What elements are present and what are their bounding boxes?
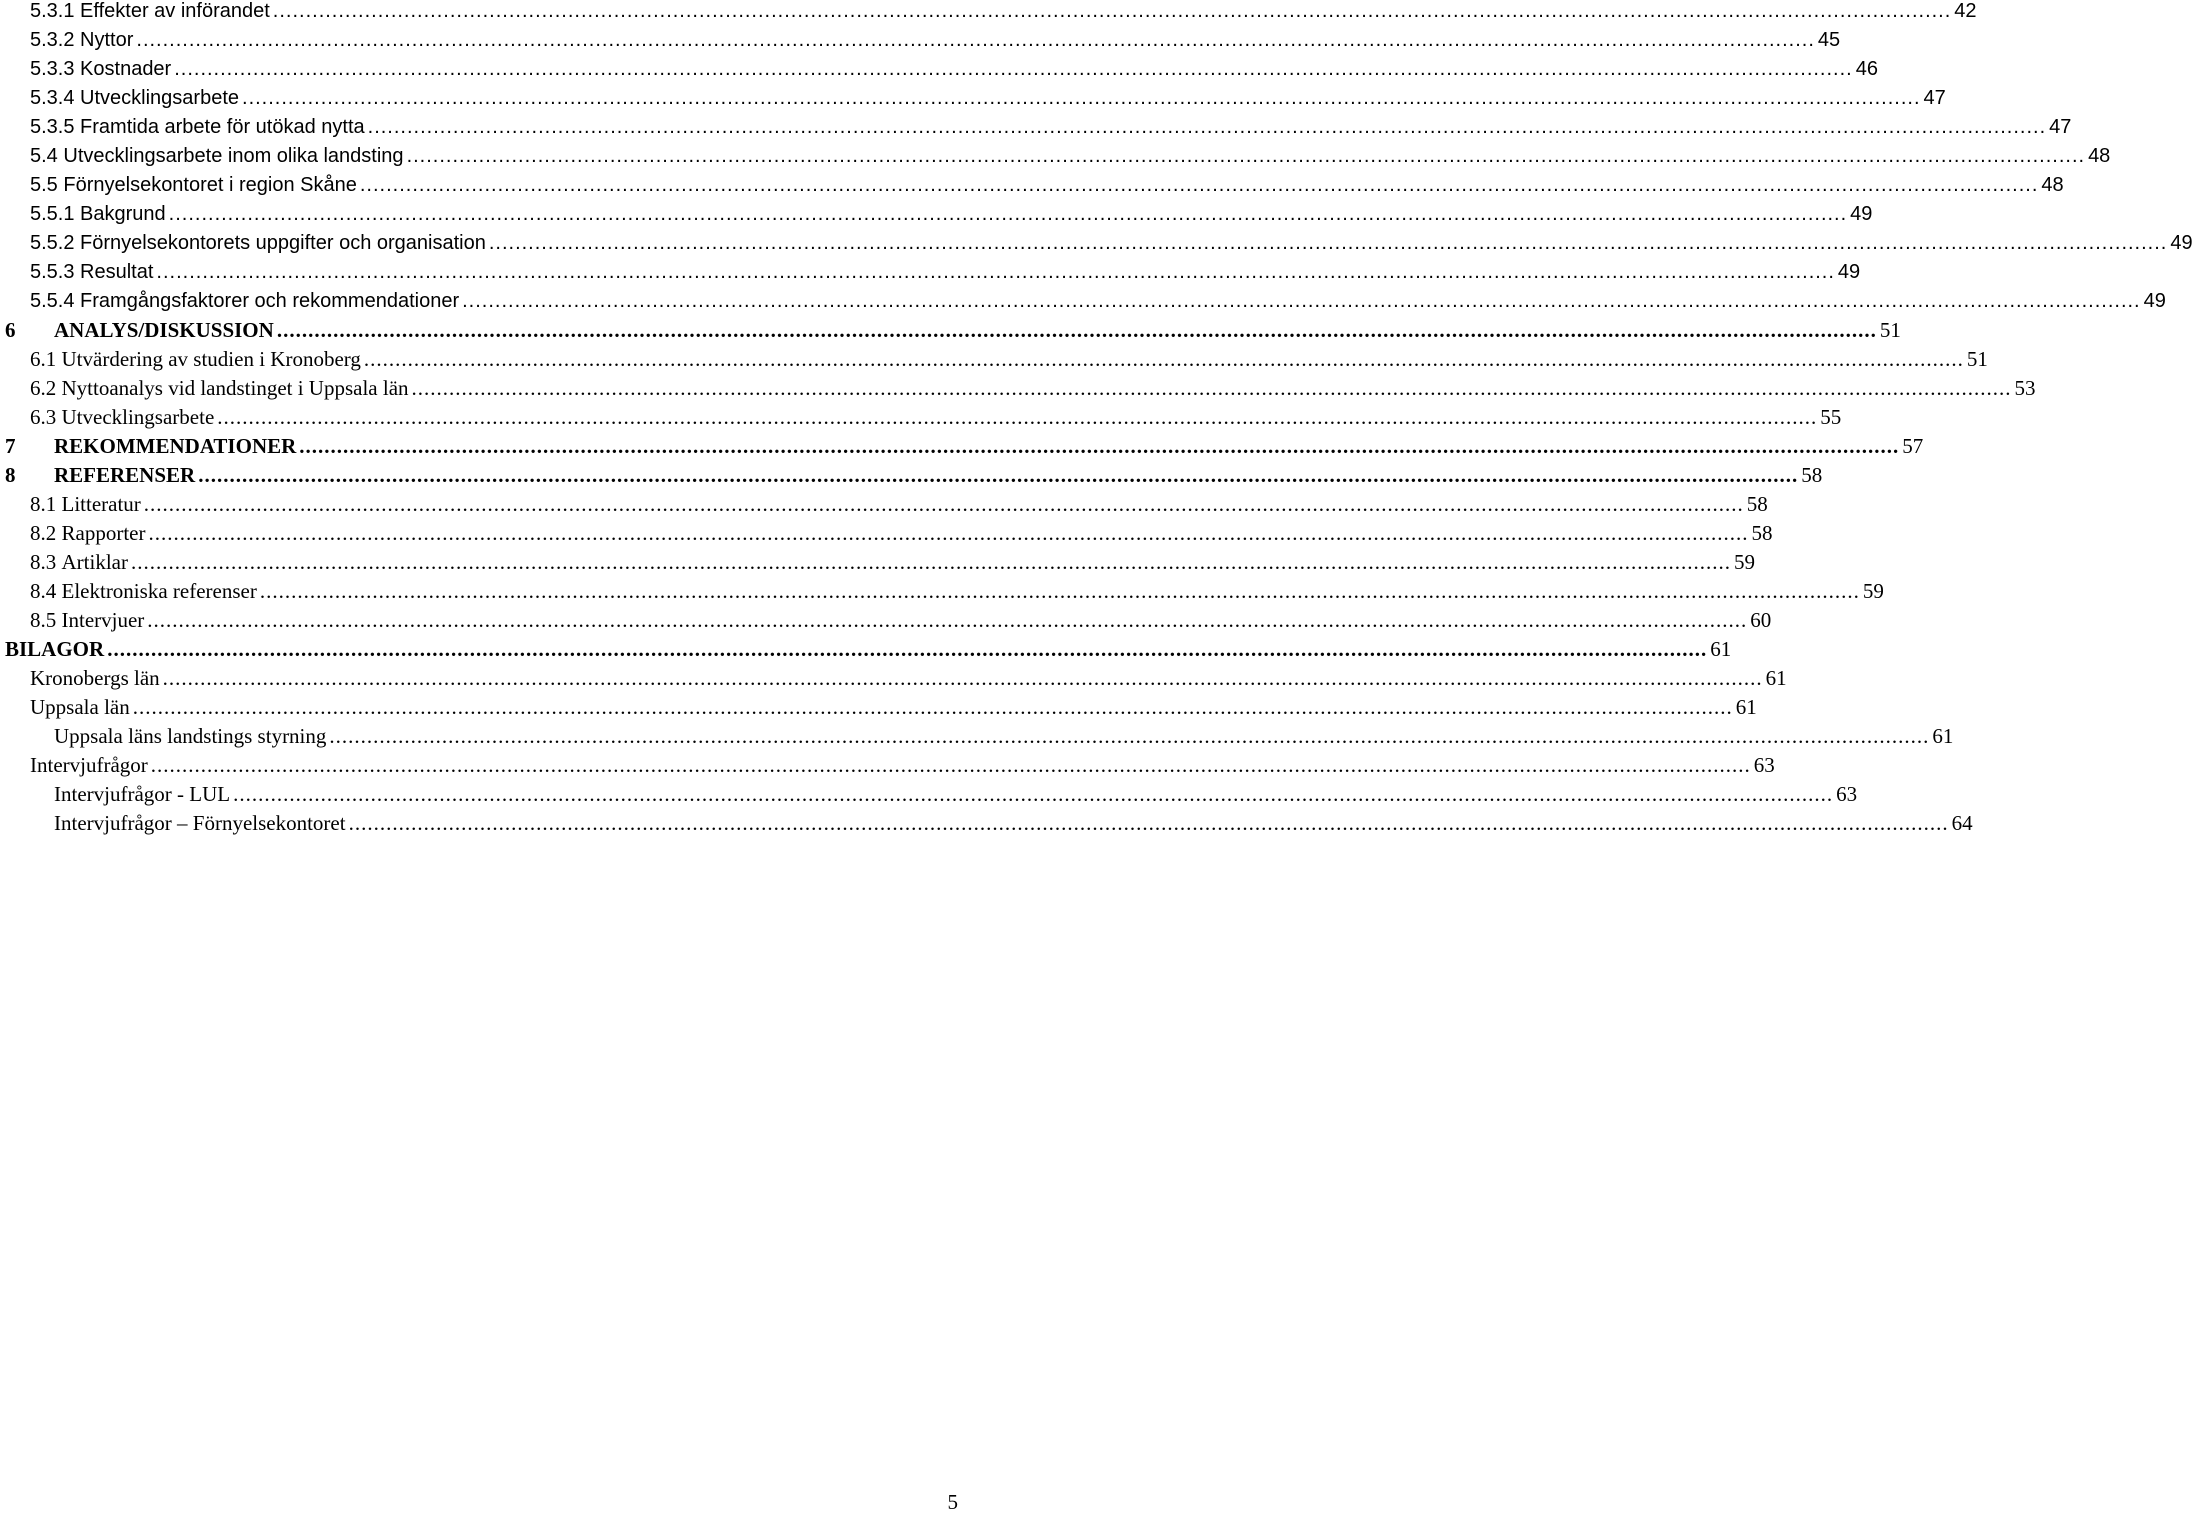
toc-entry-page: 55 <box>1820 405 1842 429</box>
toc-entry-page: 51 <box>1879 318 1901 342</box>
toc-chapter[interactable] <box>0 432 1924 461</box>
toc-entry-title: Intervjuer <box>61 608 145 632</box>
toc-entry-title: Nyttoanalys vid landstinget i Uppsala län <box>61 376 409 400</box>
toc-entry[interactable] <box>0 751 1775 780</box>
toc-entry-number: 8.5 <box>30 608 57 632</box>
toc-entry-page: 46 <box>1855 58 1878 80</box>
toc-entry-title: Intervjufrågor – Förnyelsekontoret <box>54 811 346 835</box>
toc-dot-leader <box>198 461 1798 490</box>
toc-entry[interactable] <box>0 548 1755 577</box>
toc-entry[interactable] <box>0 519 1773 548</box>
toc-entry-title: Framtida arbete för utökad nytta <box>80 116 365 138</box>
toc-entry-number: 5.3.1 <box>30 0 75 22</box>
toc-entry-title: Resultat <box>80 261 154 283</box>
toc-dot-leader <box>169 200 1848 229</box>
toc-entry-page: 53 <box>2014 376 2036 400</box>
toc-entry-title: Rapporter <box>61 521 146 545</box>
toc-entry-page: 61 <box>1765 666 1787 690</box>
toc-entry[interactable] <box>0 287 2166 316</box>
toc-entry-page: 49 <box>2143 290 2166 312</box>
toc-entry[interactable] <box>0 606 1772 635</box>
toc-dot-leader <box>368 113 2047 142</box>
toc-entry-title: Utvecklingsarbete inom olika landsting <box>63 145 404 167</box>
toc-dot-leader <box>412 374 2012 403</box>
toc-dot-leader <box>133 693 1733 722</box>
toc-entry[interactable] <box>0 780 1858 809</box>
toc-entry-page: 58 <box>1751 521 1773 545</box>
toc-entry-page: 49 <box>1850 203 1873 225</box>
toc-entry-page: 59 <box>1733 550 1755 574</box>
toc-entry-page: 45 <box>1817 29 1841 51</box>
toc-entry-page: 61 <box>1735 695 1757 719</box>
toc-dot-leader <box>329 722 1929 751</box>
toc-entry[interactable] <box>0 345 1988 374</box>
toc-entry[interactable] <box>0 55 1878 84</box>
toc-dot-leader <box>242 84 1921 113</box>
toc-dot-leader <box>217 403 1817 432</box>
toc-dot-leader <box>131 548 1731 577</box>
toc-dot-leader <box>273 0 1952 26</box>
toc-entry[interactable] <box>0 577 1884 606</box>
toc-entry-page: 47 <box>1923 87 1946 109</box>
toc-entry[interactable] <box>0 229 2193 258</box>
toc-entry[interactable] <box>0 664 1787 693</box>
toc-entry-title: Utvecklingsarbete <box>61 405 215 429</box>
toc-entry-number: 5.5.4 <box>30 290 75 312</box>
toc-entry-title: Effekter av införandet <box>80 0 270 22</box>
toc-dot-leader <box>349 809 1949 838</box>
toc-dot-leader <box>163 664 1763 693</box>
toc-entry-page: 51 <box>1966 347 1988 371</box>
toc-entry-title: Litteratur <box>61 492 141 516</box>
toc-dot-leader <box>147 606 1747 635</box>
toc-entry-page: 49 <box>1837 261 1861 283</box>
toc-entry[interactable] <box>0 490 1768 519</box>
toc-chapter[interactable] <box>0 316 1901 345</box>
toc-entry-title: Kronobergs län <box>30 666 160 690</box>
toc-dot-leader <box>151 751 1751 780</box>
toc-entry-title: BILAGOR <box>5 637 105 661</box>
toc-entry[interactable] <box>0 722 1954 751</box>
toc-entry-page: 59 <box>1862 579 1884 603</box>
toc-entry-title: Utvecklingsarbete <box>80 87 240 109</box>
toc-entry-title: Utvärdering av studien i Kronoberg <box>61 347 361 371</box>
toc-dot-leader <box>299 432 1899 461</box>
toc-entry-page: 48 <box>2041 174 2064 196</box>
toc-entry-number: 5.5.2 <box>30 232 75 254</box>
toc-entry-title: Förnyelsekontoret i region Skåne <box>63 174 357 196</box>
toc-entry-page: 49 <box>2170 232 2193 254</box>
toc-entry-number: 6.1 <box>30 347 57 371</box>
toc-entry-page: 63 <box>1836 782 1858 806</box>
toc-chapter[interactable] <box>0 635 1732 664</box>
toc-entry-title: Intervjufrågor <box>30 753 148 777</box>
toc-entry-page: 48 <box>2088 145 2111 167</box>
toc-dot-leader <box>277 316 1877 345</box>
toc-dot-leader <box>136 26 1815 55</box>
toc-entry-number: 8 <box>5 463 16 487</box>
toc-entry-number: 5.4 <box>30 145 58 167</box>
toc-entry[interactable] <box>0 403 1842 432</box>
toc-entry[interactable] <box>0 113 2072 142</box>
toc-dot-leader <box>489 229 2168 258</box>
toc-entry-title: Elektroniska referenser <box>61 579 257 603</box>
toc-dot-leader <box>174 55 1853 84</box>
toc-entry-title: Uppsala läns landstings styrning <box>54 724 327 748</box>
toc-entry-page: 60 <box>1750 608 1772 632</box>
toc-entry-number: 5.5 <box>30 174 58 196</box>
toc-dot-leader <box>148 519 1748 548</box>
toc-entry-number: 6.2 <box>30 376 57 400</box>
toc-entry-number: 5.5.3 <box>30 261 75 283</box>
toc-entry-page: 58 <box>1746 492 1768 516</box>
toc-entry-page: 64 <box>1951 811 1973 835</box>
toc-entry[interactable] <box>0 374 2036 403</box>
toc-entry-number: 5.3.3 <box>30 58 75 80</box>
toc-dot-leader <box>260 577 1860 606</box>
toc-entry-number: 7 <box>5 434 16 458</box>
toc-entry-title: Bakgrund <box>80 203 166 225</box>
toc-entry-title: Förnyelsekontorets uppgifter och organisation <box>80 232 486 254</box>
toc-entry-title: Artiklar <box>61 550 128 574</box>
toc-entry-number: 6 <box>5 318 16 342</box>
toc-entry[interactable] <box>0 142 2111 171</box>
toc-entry-page: 58 <box>1801 463 1823 487</box>
toc-entry[interactable] <box>0 809 1973 838</box>
toc-entry-page: 57 <box>1902 434 1924 458</box>
toc-entry-title: Intervjufrågor - LUL <box>54 782 231 806</box>
toc-entry-number: 8.2 <box>30 521 57 545</box>
toc-entry-number: 5.3.5 <box>30 116 75 138</box>
toc-entry-title: REFERENSER <box>54 463 196 487</box>
toc-entry-title: Uppsala län <box>30 695 130 719</box>
toc-entry[interactable] <box>0 200 1873 229</box>
toc-entry[interactable] <box>0 84 1946 113</box>
toc-entry-title: REKOMMENDATIONER <box>54 434 297 458</box>
toc-dot-leader <box>107 635 1707 664</box>
toc-entry[interactable] <box>0 693 1757 722</box>
toc-dot-leader <box>407 142 2086 171</box>
toc-dot-leader <box>156 258 1835 287</box>
toc-entry-number: 8.4 <box>30 579 57 603</box>
toc-entry-number: 6.3 <box>30 405 57 429</box>
toc-chapter[interactable] <box>0 461 1823 490</box>
toc-entry-page: 61 <box>1932 724 1954 748</box>
toc-entry[interactable] <box>0 26 1841 55</box>
toc-dot-leader <box>233 780 1833 809</box>
toc-dot-leader <box>462 287 2141 316</box>
toc-entry-title: Framgångsfaktorer och rekommendationer <box>80 290 460 312</box>
toc-entry-number: 8.3 <box>30 550 57 574</box>
toc-entry-page: 61 <box>1710 637 1732 661</box>
toc-entry-title: ANALYS/DISKUSSION <box>54 318 274 342</box>
toc-entry[interactable] <box>0 0 1977 26</box>
page-number: 5 <box>947 1490 958 1514</box>
toc-entry-title: Nyttor <box>80 29 134 51</box>
toc-entry-number: 5.3.2 <box>30 29 75 51</box>
toc-dot-leader <box>360 171 2039 200</box>
toc-entry-page: 47 <box>2049 116 2072 138</box>
toc-entry[interactable] <box>0 258 1861 287</box>
toc-entry-number: 5.3.4 <box>30 87 75 109</box>
toc-dot-leader <box>144 490 1744 519</box>
toc-entry-page: 63 <box>1753 753 1775 777</box>
toc-entry-title: Kostnader <box>80 58 172 80</box>
toc-entry-number: 5.5.1 <box>30 203 75 225</box>
toc-entry-number: 8.1 <box>30 492 57 516</box>
toc-dot-leader <box>364 345 1964 374</box>
toc-entry-page: 42 <box>1954 0 1977 22</box>
toc-entry[interactable] <box>0 171 2064 200</box>
